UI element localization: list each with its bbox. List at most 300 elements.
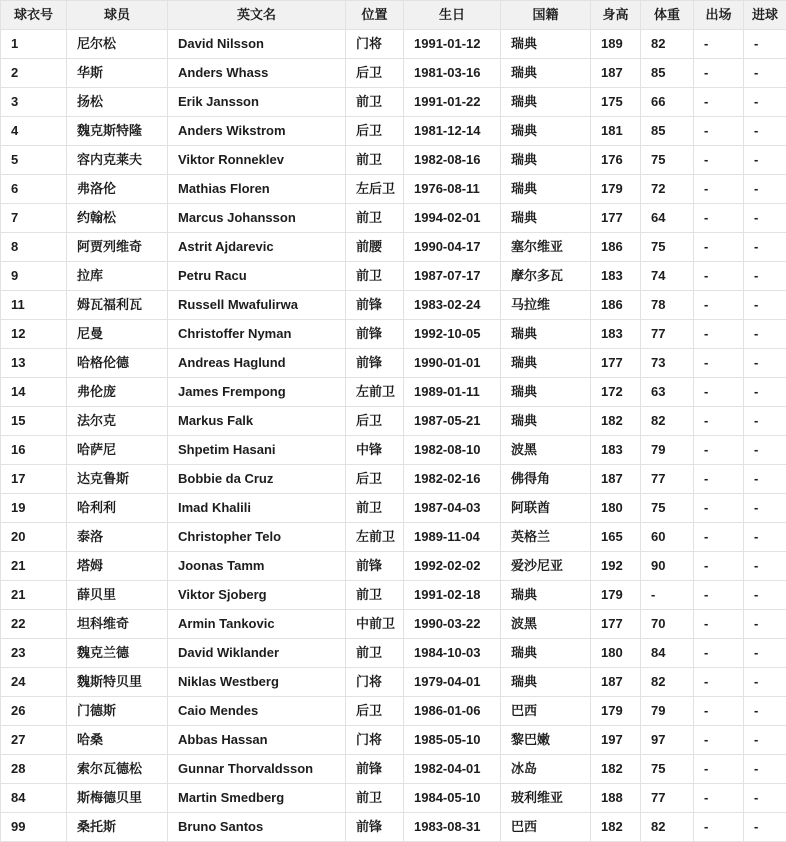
cell-weight: 85 (641, 59, 694, 88)
player-row (1, 117, 786, 146)
cell-height: 179 (591, 175, 641, 204)
cell-goals: - (744, 407, 786, 436)
column-header-weight: 体重 (641, 1, 694, 30)
cell-english_name: Markus Falk (168, 407, 346, 436)
cell-player: 约翰松 (67, 204, 168, 233)
cell-nationality: 瑞典 (501, 668, 591, 697)
cell-goals: - (744, 697, 786, 726)
cell-height: 182 (591, 755, 641, 784)
player-row (1, 610, 786, 639)
cell-height: 186 (591, 291, 641, 320)
cell-english_name: James Frempong (168, 378, 346, 407)
cell-height: 189 (591, 30, 641, 59)
cell-appearances: - (694, 262, 744, 291)
cell-english_name: Caio Mendes (168, 697, 346, 726)
cell-player: 扬松 (67, 88, 168, 117)
cell-weight: 77 (641, 465, 694, 494)
cell-jersey: 11 (1, 291, 67, 320)
player-row (1, 581, 786, 610)
cell-position: 前卫 (346, 204, 404, 233)
cell-appearances: - (694, 175, 744, 204)
cell-goals: - (744, 755, 786, 784)
column-header-birthday: 生日 (404, 1, 501, 30)
cell-jersey: 21 (1, 581, 67, 610)
cell-birthday: 1992-10-05 (404, 320, 501, 349)
cell-weight: 74 (641, 262, 694, 291)
cell-birthday: 1979-04-01 (404, 668, 501, 697)
cell-birthday: 1989-01-11 (404, 378, 501, 407)
player-row (1, 407, 786, 436)
cell-height: 188 (591, 784, 641, 813)
cell-height: 187 (591, 59, 641, 88)
cell-weight: 85 (641, 117, 694, 146)
cell-birthday: 1981-12-14 (404, 117, 501, 146)
cell-jersey: 9 (1, 262, 67, 291)
cell-birthday: 1984-10-03 (404, 639, 501, 668)
cell-goals: - (744, 784, 786, 813)
cell-position: 前锋 (346, 349, 404, 378)
cell-birthday: 1991-02-18 (404, 581, 501, 610)
cell-goals: - (744, 610, 786, 639)
cell-player: 薛贝里 (67, 581, 168, 610)
cell-nationality: 瑞典 (501, 378, 591, 407)
cell-weight: 77 (641, 320, 694, 349)
cell-position: 前卫 (346, 639, 404, 668)
cell-jersey: 21 (1, 552, 67, 581)
cell-birthday: 1987-07-17 (404, 262, 501, 291)
cell-goals: - (744, 349, 786, 378)
cell-english_name: Anders Wikstrom (168, 117, 346, 146)
cell-birthday: 1983-02-24 (404, 291, 501, 320)
cell-height: 172 (591, 378, 641, 407)
cell-player: 达克鲁斯 (67, 465, 168, 494)
cell-birthday: 1994-02-01 (404, 204, 501, 233)
cell-jersey: 84 (1, 784, 67, 813)
cell-appearances: - (694, 349, 744, 378)
cell-height: 183 (591, 262, 641, 291)
cell-height: 192 (591, 552, 641, 581)
cell-player: 哈桑 (67, 726, 168, 755)
player-row (1, 349, 786, 378)
player-row (1, 175, 786, 204)
cell-appearances: - (694, 610, 744, 639)
cell-nationality: 瑞典 (501, 30, 591, 59)
cell-english_name: Abbas Hassan (168, 726, 346, 755)
cell-birthday: 1991-01-22 (404, 88, 501, 117)
cell-height: 176 (591, 146, 641, 175)
cell-english_name: Astrit Ajdarevic (168, 233, 346, 262)
cell-height: 180 (591, 639, 641, 668)
column-header-nationality: 国籍 (501, 1, 591, 30)
cell-appearances: - (694, 639, 744, 668)
cell-weight: 90 (641, 552, 694, 581)
cell-weight: 75 (641, 755, 694, 784)
cell-height: 181 (591, 117, 641, 146)
cell-player: 魏克斯特隆 (67, 117, 168, 146)
cell-jersey: 26 (1, 697, 67, 726)
cell-birthday: 1976-08-11 (404, 175, 501, 204)
cell-player: 阿贾列维奇 (67, 233, 168, 262)
cell-goals: - (744, 523, 786, 552)
cell-appearances: - (694, 523, 744, 552)
cell-weight: 60 (641, 523, 694, 552)
cell-nationality: 瑞典 (501, 88, 591, 117)
cell-english_name: Christopher Telo (168, 523, 346, 552)
cell-birthday: 1990-04-17 (404, 233, 501, 262)
cell-appearances: - (694, 755, 744, 784)
cell-position: 前卫 (346, 146, 404, 175)
cell-jersey: 3 (1, 88, 67, 117)
cell-jersey: 2 (1, 59, 67, 88)
cell-jersey: 15 (1, 407, 67, 436)
cell-english_name: Marcus Johansson (168, 204, 346, 233)
cell-appearances: - (694, 291, 744, 320)
cell-position: 前卫 (346, 262, 404, 291)
cell-player: 哈萨尼 (67, 436, 168, 465)
cell-player: 哈格伦德 (67, 349, 168, 378)
cell-position: 门将 (346, 30, 404, 59)
player-row (1, 726, 786, 755)
cell-jersey: 99 (1, 813, 67, 842)
cell-english_name: Anders Whass (168, 59, 346, 88)
cell-height: 182 (591, 813, 641, 842)
cell-goals: - (744, 291, 786, 320)
column-header-appearances: 出场 (694, 1, 744, 30)
cell-appearances: - (694, 320, 744, 349)
cell-position: 后卫 (346, 697, 404, 726)
cell-english_name: Imad Khalili (168, 494, 346, 523)
cell-nationality: 摩尔多瓦 (501, 262, 591, 291)
player-row (1, 784, 786, 813)
cell-height: 187 (591, 668, 641, 697)
cell-appearances: - (694, 117, 744, 146)
cell-birthday: 1986-01-06 (404, 697, 501, 726)
player-row (1, 262, 786, 291)
cell-weight: 75 (641, 494, 694, 523)
cell-weight: 84 (641, 639, 694, 668)
player-row (1, 378, 786, 407)
cell-goals: - (744, 233, 786, 262)
cell-weight: 82 (641, 668, 694, 697)
cell-position: 后卫 (346, 117, 404, 146)
cell-position: 后卫 (346, 59, 404, 88)
cell-birthday: 1981-03-16 (404, 59, 501, 88)
cell-nationality: 瑞典 (501, 175, 591, 204)
cell-nationality: 瑞典 (501, 320, 591, 349)
cell-birthday: 1982-08-10 (404, 436, 501, 465)
cell-birthday: 1982-08-16 (404, 146, 501, 175)
cell-nationality: 塞尔维亚 (501, 233, 591, 262)
cell-weight: 66 (641, 88, 694, 117)
cell-goals: - (744, 320, 786, 349)
cell-goals: - (744, 668, 786, 697)
column-header-jersey: 球衣号 (1, 1, 67, 30)
cell-height: 186 (591, 233, 641, 262)
player-row (1, 697, 786, 726)
cell-appearances: - (694, 784, 744, 813)
cell-english_name: David Wiklander (168, 639, 346, 668)
cell-nationality: 瑞典 (501, 117, 591, 146)
cell-goals: - (744, 30, 786, 59)
player-row (1, 494, 786, 523)
cell-nationality: 巴西 (501, 813, 591, 842)
player-row (1, 320, 786, 349)
cell-appearances: - (694, 494, 744, 523)
player-row (1, 204, 786, 233)
cell-player: 门德斯 (67, 697, 168, 726)
cell-jersey: 12 (1, 320, 67, 349)
cell-birthday: 1984-05-10 (404, 784, 501, 813)
cell-appearances: - (694, 813, 744, 842)
cell-player: 塔姆 (67, 552, 168, 581)
player-row (1, 146, 786, 175)
cell-nationality: 马拉维 (501, 291, 591, 320)
cell-goals: - (744, 59, 786, 88)
cell-height: 179 (591, 581, 641, 610)
cell-jersey: 14 (1, 378, 67, 407)
cell-goals: - (744, 494, 786, 523)
player-row (1, 30, 786, 59)
cell-position: 前锋 (346, 320, 404, 349)
cell-position: 门将 (346, 668, 404, 697)
cell-goals: - (744, 88, 786, 117)
cell-goals: - (744, 378, 786, 407)
cell-nationality: 瑞典 (501, 59, 591, 88)
column-header-english-name: 英文名 (168, 1, 346, 30)
cell-player: 法尔克 (67, 407, 168, 436)
cell-position: 左前卫 (346, 378, 404, 407)
cell-nationality: 黎巴嫩 (501, 726, 591, 755)
cell-nationality: 冰岛 (501, 755, 591, 784)
player-row (1, 668, 786, 697)
cell-goals: - (744, 552, 786, 581)
player-row (1, 523, 786, 552)
cell-goals: - (744, 639, 786, 668)
cell-appearances: - (694, 465, 744, 494)
cell-jersey: 1 (1, 30, 67, 59)
cell-position: 中锋 (346, 436, 404, 465)
cell-appearances: - (694, 30, 744, 59)
cell-appearances: - (694, 581, 744, 610)
cell-nationality: 瑞典 (501, 204, 591, 233)
cell-height: 180 (591, 494, 641, 523)
cell-english_name: Viktor Ronneklev (168, 146, 346, 175)
cell-appearances: - (694, 204, 744, 233)
cell-weight: 79 (641, 697, 694, 726)
cell-player: 尼曼 (67, 320, 168, 349)
player-row (1, 436, 786, 465)
cell-position: 前卫 (346, 494, 404, 523)
cell-position: 前卫 (346, 88, 404, 117)
cell-position: 后卫 (346, 465, 404, 494)
cell-goals: - (744, 465, 786, 494)
cell-weight: 82 (641, 407, 694, 436)
cell-player: 弗伦庞 (67, 378, 168, 407)
cell-appearances: - (694, 59, 744, 88)
cell-player: 魏斯特贝里 (67, 668, 168, 697)
cell-height: 177 (591, 349, 641, 378)
cell-player: 华斯 (67, 59, 168, 88)
cell-weight: 78 (641, 291, 694, 320)
cell-nationality: 阿联酋 (501, 494, 591, 523)
cell-jersey: 23 (1, 639, 67, 668)
cell-appearances: - (694, 726, 744, 755)
cell-weight: 82 (641, 813, 694, 842)
cell-jersey: 4 (1, 117, 67, 146)
cell-english_name: Armin Tankovic (168, 610, 346, 639)
cell-jersey: 16 (1, 436, 67, 465)
cell-english_name: Erik Jansson (168, 88, 346, 117)
cell-birthday: 1985-05-10 (404, 726, 501, 755)
cell-birthday: 1989-11-04 (404, 523, 501, 552)
player-row (1, 755, 786, 784)
cell-position: 左前卫 (346, 523, 404, 552)
cell-player: 坦科维奇 (67, 610, 168, 639)
cell-nationality: 瑞典 (501, 639, 591, 668)
cell-english_name: Russell Mwafulirwa (168, 291, 346, 320)
cell-nationality: 瑞典 (501, 581, 591, 610)
cell-english_name: David Nilsson (168, 30, 346, 59)
cell-appearances: - (694, 146, 744, 175)
cell-appearances: - (694, 552, 744, 581)
cell-player: 索尔瓦德松 (67, 755, 168, 784)
player-row (1, 233, 786, 262)
cell-goals: - (744, 581, 786, 610)
cell-weight: 79 (641, 436, 694, 465)
cell-appearances: - (694, 436, 744, 465)
cell-nationality: 瑞典 (501, 407, 591, 436)
cell-weight: 63 (641, 378, 694, 407)
cell-weight: 97 (641, 726, 694, 755)
cell-jersey: 6 (1, 175, 67, 204)
cell-height: 182 (591, 407, 641, 436)
cell-birthday: 1982-02-16 (404, 465, 501, 494)
cell-appearances: - (694, 88, 744, 117)
header-row (1, 1, 786, 30)
cell-player: 弗洛伦 (67, 175, 168, 204)
cell-english_name: Joonas Tamm (168, 552, 346, 581)
cell-player: 斯梅德贝里 (67, 784, 168, 813)
cell-position: 前腰 (346, 233, 404, 262)
cell-nationality: 巴西 (501, 697, 591, 726)
cell-english_name: Shpetim Hasani (168, 436, 346, 465)
cell-birthday: 1983-08-31 (404, 813, 501, 842)
player-row (1, 59, 786, 88)
cell-birthday: 1990-01-01 (404, 349, 501, 378)
cell-weight: - (641, 581, 694, 610)
cell-goals: - (744, 726, 786, 755)
cell-nationality: 瑞典 (501, 349, 591, 378)
cell-jersey: 7 (1, 204, 67, 233)
cell-height: 175 (591, 88, 641, 117)
cell-height: 179 (591, 697, 641, 726)
cell-position: 左后卫 (346, 175, 404, 204)
cell-player: 姆瓦福利瓦 (67, 291, 168, 320)
cell-weight: 70 (641, 610, 694, 639)
cell-height: 187 (591, 465, 641, 494)
cell-position: 后卫 (346, 407, 404, 436)
cell-position: 前卫 (346, 784, 404, 813)
cell-player: 魏克兰德 (67, 639, 168, 668)
column-header-goals: 进球 (744, 1, 786, 30)
cell-appearances: - (694, 697, 744, 726)
cell-jersey: 22 (1, 610, 67, 639)
cell-english_name: Niklas Westberg (168, 668, 346, 697)
cell-position: 前锋 (346, 552, 404, 581)
cell-birthday: 1982-04-01 (404, 755, 501, 784)
cell-height: 183 (591, 320, 641, 349)
cell-position: 前卫 (346, 581, 404, 610)
player-row (1, 639, 786, 668)
cell-jersey: 13 (1, 349, 67, 378)
cell-weight: 82 (641, 30, 694, 59)
cell-goals: - (744, 146, 786, 175)
cell-nationality: 佛得角 (501, 465, 591, 494)
cell-jersey: 8 (1, 233, 67, 262)
cell-player: 拉库 (67, 262, 168, 291)
cell-goals: - (744, 175, 786, 204)
cell-nationality: 波黑 (501, 436, 591, 465)
player-row (1, 552, 786, 581)
column-header-height: 身高 (591, 1, 641, 30)
cell-jersey: 19 (1, 494, 67, 523)
cell-height: 177 (591, 204, 641, 233)
cell-player: 哈利利 (67, 494, 168, 523)
cell-jersey: 5 (1, 146, 67, 175)
cell-nationality: 爱沙尼亚 (501, 552, 591, 581)
player-row (1, 813, 786, 842)
cell-english_name: Bruno Santos (168, 813, 346, 842)
cell-weight: 73 (641, 349, 694, 378)
cell-goals: - (744, 436, 786, 465)
cell-nationality: 玻利维亚 (501, 784, 591, 813)
cell-height: 183 (591, 436, 641, 465)
cell-player: 泰洛 (67, 523, 168, 552)
cell-position: 前锋 (346, 755, 404, 784)
cell-birthday: 1987-04-03 (404, 494, 501, 523)
cell-player: 桑托斯 (67, 813, 168, 842)
cell-english_name: Christoffer Nyman (168, 320, 346, 349)
cell-position: 前锋 (346, 813, 404, 842)
cell-english_name: Gunnar Thorvaldsson (168, 755, 346, 784)
cell-birthday: 1990-03-22 (404, 610, 501, 639)
cell-english_name: Bobbie da Cruz (168, 465, 346, 494)
cell-position: 门将 (346, 726, 404, 755)
cell-appearances: - (694, 668, 744, 697)
cell-jersey: 27 (1, 726, 67, 755)
player-row (1, 88, 786, 117)
cell-weight: 72 (641, 175, 694, 204)
cell-weight: 77 (641, 784, 694, 813)
cell-height: 177 (591, 610, 641, 639)
cell-english_name: Andreas Haglund (168, 349, 346, 378)
cell-english_name: Mathias Floren (168, 175, 346, 204)
cell-weight: 75 (641, 146, 694, 175)
cell-jersey: 28 (1, 755, 67, 784)
cell-jersey: 20 (1, 523, 67, 552)
cell-weight: 75 (641, 233, 694, 262)
cell-position: 中前卫 (346, 610, 404, 639)
cell-appearances: - (694, 233, 744, 262)
cell-birthday: 1991-01-12 (404, 30, 501, 59)
column-header-position: 位置 (346, 1, 404, 30)
cell-goals: - (744, 262, 786, 291)
player-row (1, 465, 786, 494)
cell-goals: - (744, 204, 786, 233)
cell-weight: 64 (641, 204, 694, 233)
cell-height: 165 (591, 523, 641, 552)
cell-nationality: 瑞典 (501, 146, 591, 175)
